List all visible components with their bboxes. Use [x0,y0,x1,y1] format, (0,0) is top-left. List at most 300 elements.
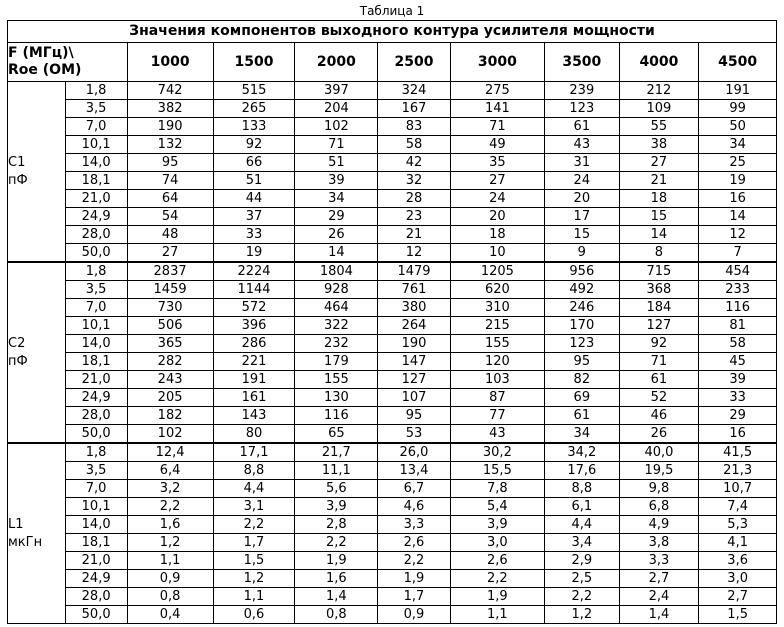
value-cell: 0,9 [127,570,213,588]
value-cell: 1,9 [295,552,378,570]
value-cell: 17,1 [213,443,295,462]
value-cell: 2,2 [127,498,213,516]
value-cell: 102 [127,425,213,444]
value-cell: 8,8 [213,462,295,480]
value-cell: 61 [545,118,619,136]
value-cell: 25 [699,154,777,172]
value-cell: 191 [699,82,777,100]
value-cell: 205 [127,389,213,407]
value-cell: 322 [295,317,378,335]
value-cell: 397 [295,82,378,100]
value-cell: 464 [295,299,378,317]
value-cell: 4,4 [545,516,619,534]
component-group-label [8,82,66,263]
value-cell: 38 [619,136,699,154]
value-cell: 3,9 [295,498,378,516]
value-cell: 32 [378,172,450,190]
value-cell: 123 [545,335,619,353]
value-cell: 761 [378,281,450,299]
value-cell: 2,6 [450,552,544,570]
value-cell: 51 [213,172,295,190]
table-row [8,190,777,208]
value-cell: 190 [127,118,213,136]
value-cell: 66 [213,154,295,172]
value-cell: 87 [450,389,544,407]
value-cell: 1,1 [127,552,213,570]
value-cell: 3,1 [213,498,295,516]
value-cell: 15,5 [450,462,544,480]
value-cell: 0,6 [213,606,295,624]
value-cell: 492 [545,281,619,299]
resistance-cell: 28,0 [65,588,127,606]
table-row [8,480,777,498]
value-cell: 74 [127,172,213,190]
table-row [8,425,777,444]
value-cell: 19 [213,244,295,263]
value-cell: 19,5 [619,462,699,480]
value-cell: 42 [378,154,450,172]
table-row [8,462,777,480]
value-cell: 2,2 [295,534,378,552]
resistance-cell: 10,1 [65,317,127,335]
value-cell: 2,2 [378,552,450,570]
value-cell: 45 [699,353,777,371]
value-cell: 28 [378,190,450,208]
value-cell: 41,5 [699,443,777,462]
table-row [8,208,777,226]
component-unit: пФ [8,172,28,188]
value-cell: 742 [127,82,213,100]
corner-header-cell [8,43,128,82]
value-cell: 46 [619,407,699,425]
value-cell: 17 [545,208,619,226]
value-cell: 0,8 [127,588,213,606]
value-cell: 1,2 [213,570,295,588]
value-cell: 10 [450,244,544,263]
value-cell: 380 [378,299,450,317]
value-cell: 7 [699,244,777,263]
component-unit: мкГн [8,534,43,550]
frequency-header: 4500 [699,43,777,82]
table-row [8,154,777,172]
value-cell: 1144 [213,281,295,299]
value-cell: 17,6 [545,462,619,480]
resistance-cell: 7,0 [65,299,127,317]
value-cell: 2,2 [213,516,295,534]
value-cell: 232 [295,335,378,353]
value-cell: 31 [545,154,619,172]
resistance-cell: 24,9 [65,389,127,407]
value-cell: 3,3 [378,516,450,534]
value-cell: 141 [450,100,544,118]
table-row [8,281,777,299]
value-cell: 324 [378,82,450,100]
value-cell: 34 [545,425,619,444]
value-cell: 275 [450,82,544,100]
table-body [8,82,777,624]
value-cell: 116 [295,407,378,425]
value-cell: 1,2 [127,534,213,552]
value-cell: 215 [450,317,544,335]
value-cell: 396 [213,317,295,335]
value-cell: 109 [619,100,699,118]
value-cell: 2,7 [619,570,699,588]
component-group-label [8,443,66,624]
value-cell: 71 [450,118,544,136]
value-cell: 33 [699,389,777,407]
value-cell: 26,0 [378,443,450,462]
value-cell: 65 [295,425,378,444]
resistance-cell: 50,0 [65,606,127,624]
value-cell: 99 [699,100,777,118]
value-cell: 1205 [450,262,544,281]
value-cell: 51 [295,154,378,172]
value-cell: 212 [619,82,699,100]
value-cell: 515 [213,82,295,100]
resistance-cell: 50,0 [65,425,127,444]
frequency-header: 4000 [619,43,699,82]
value-cell: 715 [619,262,699,281]
value-cell: 3,9 [450,516,544,534]
value-cell: 243 [127,371,213,389]
value-cell: 1,1 [450,606,544,624]
value-cell: 127 [378,371,450,389]
value-cell: 6,7 [378,480,450,498]
value-cell: 6,4 [127,462,213,480]
component-name: C2 [8,335,26,351]
value-cell: 30,2 [450,443,544,462]
value-cell: 2,8 [295,516,378,534]
value-cell: 107 [378,389,450,407]
value-cell: 23 [378,208,450,226]
value-cell: 1479 [378,262,450,281]
table-row [8,335,777,353]
table-row [8,588,777,606]
value-cell: 50 [699,118,777,136]
value-cell: 35 [450,154,544,172]
value-cell: 53 [378,425,450,444]
value-cell: 7,4 [699,498,777,516]
resistance-cell: 14,0 [65,516,127,534]
value-cell: 3,2 [127,480,213,498]
resistance-cell: 28,0 [65,407,127,425]
value-cell: 9,8 [619,480,699,498]
value-cell: 102 [295,118,378,136]
value-cell: 71 [295,136,378,154]
resistance-cell: 18,1 [65,353,127,371]
value-cell: 16 [699,425,777,444]
table-row [8,570,777,588]
value-cell: 2,4 [619,588,699,606]
value-cell: 3,4 [545,534,619,552]
value-cell: 48 [127,226,213,244]
value-cell: 82 [545,371,619,389]
component-values-table [7,20,777,624]
frequency-header: 2500 [378,43,450,82]
value-cell: 2,2 [450,570,544,588]
value-cell: 184 [619,299,699,317]
value-cell: 155 [295,371,378,389]
value-cell: 21,3 [699,462,777,480]
value-cell: 34 [699,136,777,154]
frequency-header: 1500 [213,43,295,82]
value-cell: 95 [378,407,450,425]
value-cell: 264 [378,317,450,335]
value-cell: 282 [127,353,213,371]
value-cell: 81 [699,317,777,335]
value-cell: 155 [450,335,544,353]
value-cell: 9 [545,244,619,263]
value-cell: 54 [127,208,213,226]
resistance-cell: 7,0 [65,480,127,498]
value-cell: 10,7 [699,480,777,498]
value-cell: 204 [295,100,378,118]
value-cell: 3,6 [699,552,777,570]
table-row [8,118,777,136]
component-unit: пФ [8,353,28,369]
value-cell: 26 [295,226,378,244]
value-cell: 572 [213,299,295,317]
value-cell: 167 [378,100,450,118]
table-row [8,407,777,425]
value-cell: 239 [545,82,619,100]
resistance-cell: 24,9 [65,208,127,226]
resistance-cell: 1,8 [65,443,127,462]
resistance-cell: 7,0 [65,118,127,136]
value-cell: 18 [450,226,544,244]
resistance-cell: 14,0 [65,335,127,353]
value-cell: 12,4 [127,443,213,462]
value-cell: 8 [619,244,699,263]
value-cell: 928 [295,281,378,299]
value-cell: 103 [450,371,544,389]
frequency-header: 3000 [450,43,544,82]
value-cell: 730 [127,299,213,317]
table-row [8,262,777,281]
value-cell: 123 [545,100,619,118]
value-cell: 55 [619,118,699,136]
value-cell: 143 [213,407,295,425]
value-cell: 130 [295,389,378,407]
resistance-cell: 1,8 [65,262,127,281]
table-row [8,136,777,154]
table-row [8,389,777,407]
value-cell: 27 [127,244,213,263]
value-cell: 0,9 [378,606,450,624]
frequency-axis-label: F (МГц)\ [8,45,74,61]
value-cell: 92 [619,335,699,353]
value-cell: 179 [295,353,378,371]
value-cell: 5,4 [450,498,544,516]
value-cell: 3,3 [619,552,699,570]
table-row [8,516,777,534]
value-cell: 1,9 [450,588,544,606]
value-cell: 1,7 [213,534,295,552]
value-cell: 2,2 [545,588,619,606]
table-row [8,100,777,118]
table-row [8,299,777,317]
resistance-cell: 10,1 [65,136,127,154]
value-cell: 1,7 [378,588,450,606]
value-cell: 15 [545,226,619,244]
resistance-cell: 1,8 [65,82,127,100]
value-cell: 18 [619,190,699,208]
table-row [8,498,777,516]
value-cell: 34 [295,190,378,208]
value-cell: 1,6 [295,570,378,588]
value-cell: 21 [378,226,450,244]
value-cell: 7,8 [450,480,544,498]
value-cell: 233 [699,281,777,299]
value-cell: 127 [619,317,699,335]
resistance-cell: 3,5 [65,281,127,299]
resistance-cell: 21,0 [65,552,127,570]
value-cell: 43 [545,136,619,154]
value-cell: 365 [127,335,213,353]
value-cell: 3,0 [450,534,544,552]
value-cell: 11,1 [295,462,378,480]
value-cell: 0,8 [295,606,378,624]
table-row [8,353,777,371]
value-cell: 116 [699,299,777,317]
table-row [8,244,777,263]
value-cell: 61 [619,371,699,389]
frequency-header: 3500 [545,43,619,82]
value-cell: 2,7 [699,588,777,606]
value-cell: 14 [295,244,378,263]
value-cell: 64 [127,190,213,208]
value-cell: 29 [699,407,777,425]
value-cell: 182 [127,407,213,425]
value-cell: 1459 [127,281,213,299]
value-cell: 620 [450,281,544,299]
table-caption: Таблица 1 [359,4,425,18]
value-cell: 39 [699,371,777,389]
value-cell: 14 [699,208,777,226]
value-cell: 132 [127,136,213,154]
value-cell: 2,5 [545,570,619,588]
component-name: C1 [8,154,26,170]
value-cell: 58 [378,136,450,154]
value-cell: 265 [213,100,295,118]
value-cell: 39 [295,172,378,190]
value-cell: 4,1 [699,534,777,552]
value-cell: 368 [619,281,699,299]
value-cell: 191 [213,371,295,389]
value-cell: 12 [378,244,450,263]
value-cell: 3,0 [699,570,777,588]
value-cell: 21,7 [295,443,378,462]
value-cell: 5,6 [295,480,378,498]
value-cell: 34,2 [545,443,619,462]
value-cell: 956 [545,262,619,281]
value-cell: 58 [699,335,777,353]
value-cell: 20 [545,190,619,208]
frequency-header: 2000 [295,43,378,82]
value-cell: 1,2 [545,606,619,624]
value-cell: 147 [378,353,450,371]
value-cell: 92 [213,136,295,154]
table-row [8,606,777,624]
resistance-cell: 18,1 [65,172,127,190]
value-cell: 5,3 [699,516,777,534]
value-cell: 286 [213,335,295,353]
resistance-axis-label: Roe (ОМ) [8,62,82,78]
value-cell: 19 [699,172,777,190]
value-cell: 4,6 [378,498,450,516]
table-row [8,552,777,570]
component-group-label [8,262,66,443]
value-cell: 77 [450,407,544,425]
value-cell: 1,9 [378,570,450,588]
value-cell: 21 [619,172,699,190]
value-cell: 15 [619,208,699,226]
value-cell: 61 [545,407,619,425]
resistance-cell: 21,0 [65,190,127,208]
value-cell: 382 [127,100,213,118]
value-cell: 506 [127,317,213,335]
value-cell: 49 [450,136,544,154]
value-cell: 1,4 [295,588,378,606]
value-cell: 120 [450,353,544,371]
value-cell: 40,0 [619,443,699,462]
value-cell: 133 [213,118,295,136]
value-cell: 13,4 [378,462,450,480]
value-cell: 2224 [213,262,295,281]
value-cell: 26 [619,425,699,444]
resistance-cell: 10,1 [65,498,127,516]
resistance-cell: 3,5 [65,100,127,118]
value-cell: 80 [213,425,295,444]
value-cell: 83 [378,118,450,136]
resistance-cell: 50,0 [65,244,127,263]
value-cell: 43 [450,425,544,444]
value-cell: 6,8 [619,498,699,516]
value-cell: 71 [619,353,699,371]
table-row [8,172,777,190]
table-row [8,82,777,100]
value-cell: 2,6 [378,534,450,552]
header-row [8,43,777,82]
table-title: Значения компонентов выходного контура усилителя мощности [8,21,777,43]
table-row [8,443,777,462]
value-cell: 27 [450,172,544,190]
resistance-cell: 3,5 [65,462,127,480]
table-row [8,226,777,244]
value-cell: 4,9 [619,516,699,534]
value-cell: 2,9 [545,552,619,570]
value-cell: 95 [545,353,619,371]
value-cell: 1804 [295,262,378,281]
value-cell: 190 [378,335,450,353]
value-cell: 37 [213,208,295,226]
value-cell: 221 [213,353,295,371]
value-cell: 0,4 [127,606,213,624]
value-cell: 1,1 [213,588,295,606]
value-cell: 33 [213,226,295,244]
value-cell: 161 [213,389,295,407]
value-cell: 6,1 [545,498,619,516]
value-cell: 310 [450,299,544,317]
resistance-cell: 14,0 [65,154,127,172]
component-name: L1 [8,516,24,532]
value-cell: 8,8 [545,480,619,498]
value-cell: 170 [545,317,619,335]
value-cell: 1,4 [619,606,699,624]
table-row [8,317,777,335]
value-cell: 20 [450,208,544,226]
value-cell: 24 [450,190,544,208]
